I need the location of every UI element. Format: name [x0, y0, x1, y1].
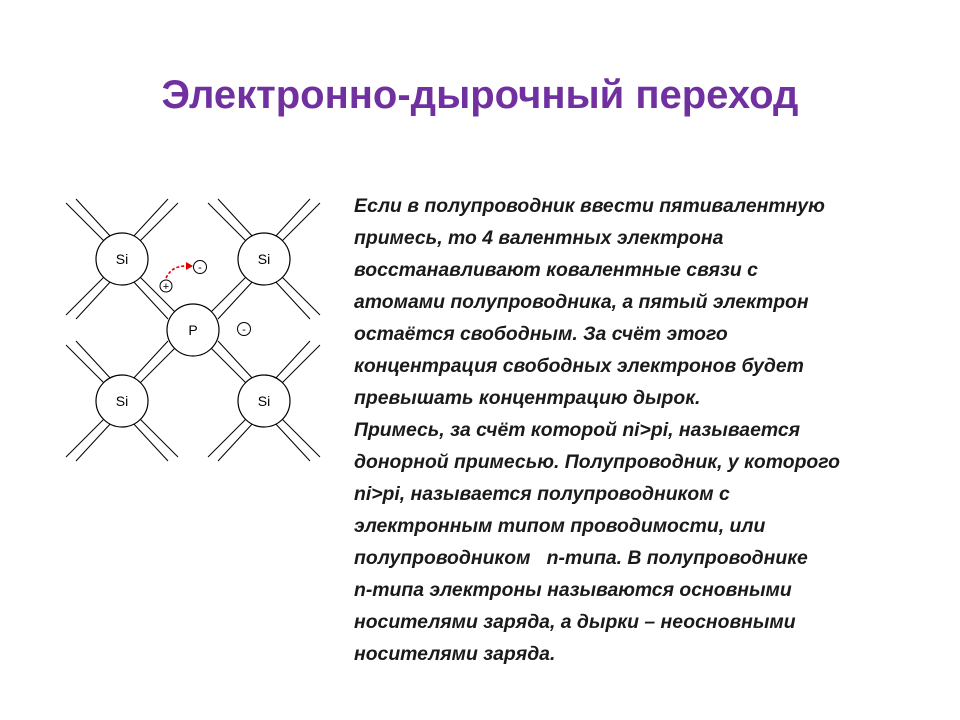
electron-sign: -: [242, 324, 246, 336]
atom-label: Si: [115, 251, 129, 267]
body-line: полупроводником n-типа. В полупроводнике: [354, 547, 808, 569]
crystal-lattice-diagram: [52, 196, 334, 474]
body-line: концентрация свободных электронов будет: [354, 355, 804, 377]
body-line: донорной примесью. Полупроводник, у которого: [354, 451, 840, 473]
body-text: [354, 190, 944, 670]
body-line: Если в полупроводник ввести пятивалентную: [354, 195, 825, 217]
body-line: восстанавливают ковалентные связи с: [354, 259, 758, 281]
body-line: n-типа электроны называются основными: [354, 579, 792, 601]
atom-label: Si: [257, 251, 271, 267]
body-line: носителями заряда.: [354, 643, 556, 665]
electron-transfer-arrow: [166, 262, 193, 278]
body-line: носителями заряда, а дырки – неосновными: [354, 611, 796, 633]
slide-title: Электронно-дырочный переход: [161, 73, 799, 117]
electron-sign: -: [198, 262, 202, 274]
body-line: ni>pi, называется полупроводником с: [354, 483, 730, 505]
atom-label: Si: [257, 393, 271, 409]
body-line: Примесь, за счёт которой ni>pi, называется: [354, 419, 801, 441]
atom-label: Si: [115, 393, 129, 409]
body-line: остаётся свободным. За счёт этого: [354, 323, 728, 345]
hole-sign: +: [162, 281, 170, 293]
body-line: электронным типом проводимости, или: [354, 515, 766, 537]
body-line: превышать концентрацию дырок.: [354, 387, 701, 409]
atom-label: P: [188, 322, 198, 338]
body-line: атомами полупроводника, а пятый электрон: [354, 291, 809, 313]
body-line: примесь, то 4 валентных электрона: [354, 227, 724, 249]
